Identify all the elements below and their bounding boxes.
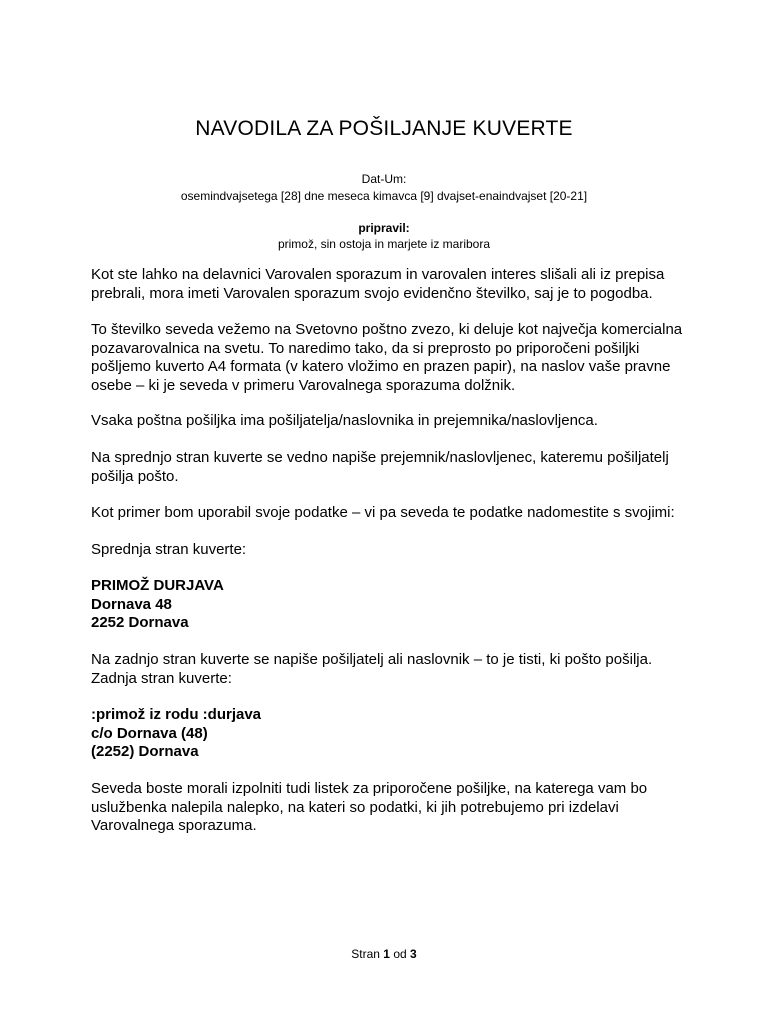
- paragraph-line: Kot primer bom uporabil svoje podatke – vi pa seveda te podatke nadomestite s svojimi:: [91, 504, 675, 521]
- address-line: PRIMOŽ DURJAVA: [91, 577, 224, 594]
- total-page-count: 3: [410, 947, 417, 961]
- date-label: Dat-Um:: [361, 172, 407, 186]
- paragraph-line: Sprednja stran kuverte:: [91, 541, 247, 558]
- prepared-by-label: pripravil:: [358, 221, 410, 235]
- paragraph-7: [91, 651, 691, 688]
- paragraph-2: [91, 321, 691, 395]
- paragraph-8: [91, 780, 691, 836]
- paragraph-line: Na zadnjo stran kuverte se napiše pošiljatelj ali naslovnik – to je tisti, ki pošto pošilja.: [91, 651, 653, 668]
- paragraph-line: pošilja pošto.: [91, 467, 179, 485]
- paragraph-line: Seveda boste morali izpolniti tudi listek za priporočene pošiljke, na katerega vam bo: [91, 780, 648, 797]
- back-address-block: [91, 706, 691, 762]
- prepared-by-value: primož, sin ostoja in marjete iz maribora: [277, 237, 491, 251]
- address-line: (2252) Dornava: [91, 743, 199, 760]
- paragraph-line: prebrali, mora imeti Varovalen sporazum svojo evidenčno številko, saj je to pogodba.: [91, 284, 653, 302]
- page-footer-prefix: Stran: [351, 947, 380, 961]
- paragraph-line: Vsaka poštna pošiljka ima pošiljatelja/naslovnika in prejemnika/naslovljenca.: [91, 412, 598, 429]
- paragraph-line: Varovalnega sporazuma.: [91, 817, 257, 834]
- address-line: 2252 Dornava: [91, 614, 189, 631]
- paragraph-1: [91, 266, 691, 303]
- paragraph-line: osebe – ki je seveda v primeru Varovalnega sporazuma dolžnik.: [91, 376, 516, 394]
- paragraph-6: [91, 541, 691, 560]
- paragraph-5: [91, 504, 691, 523]
- paragraph-line: Na sprednjo stran kuverte se vedno napiše prejemnik/naslovljenec, kateremu pošiljatelj: [91, 449, 669, 466]
- paragraph-line: uslužbenka nalepila nalepko, na kateri so podatki, ki jih potrebujemo pri izdelavi: [91, 798, 619, 816]
- paragraph-3: [91, 412, 691, 431]
- paragraph-4: [91, 449, 691, 486]
- page-footer: [0, 947, 768, 961]
- front-address-block: [91, 577, 691, 633]
- page-footer-middle: od: [393, 947, 407, 961]
- address-line: c/o Dornava (48): [91, 724, 208, 742]
- address-line: Dornava 48: [91, 595, 172, 613]
- paragraph-line: Kot ste lahko na delavnici Varovalen sporazum in varovalen interes slišali ali iz prepisa: [91, 266, 665, 283]
- paragraph-line: pozavarovalnica na svetu. To naredimo tako, da si preprosto po priporočeni pošiljki: [91, 339, 640, 357]
- paragraph-line: To številko seveda vežemo na Svetovno poštno zvezo, ki deluje kot največja komercialna: [91, 321, 683, 338]
- paragraph-line: Zadnja stran kuverte:: [91, 669, 232, 687]
- current-page-number: 1: [383, 947, 390, 961]
- document-title: NAVODILA ZA POŠILJANJE KUVERTE: [195, 117, 573, 140]
- paragraph-line: pošljemo kuverto A4 formata (v katero vložimo en prazen papir), na naslov vaše pravne: [91, 358, 671, 375]
- date-value: osemindvajsetega [28] dne meseca kimavca [9] dvajset-enaindvajset [20-21]: [180, 189, 588, 203]
- address-line: :primož iz rodu :durjava: [91, 706, 262, 723]
